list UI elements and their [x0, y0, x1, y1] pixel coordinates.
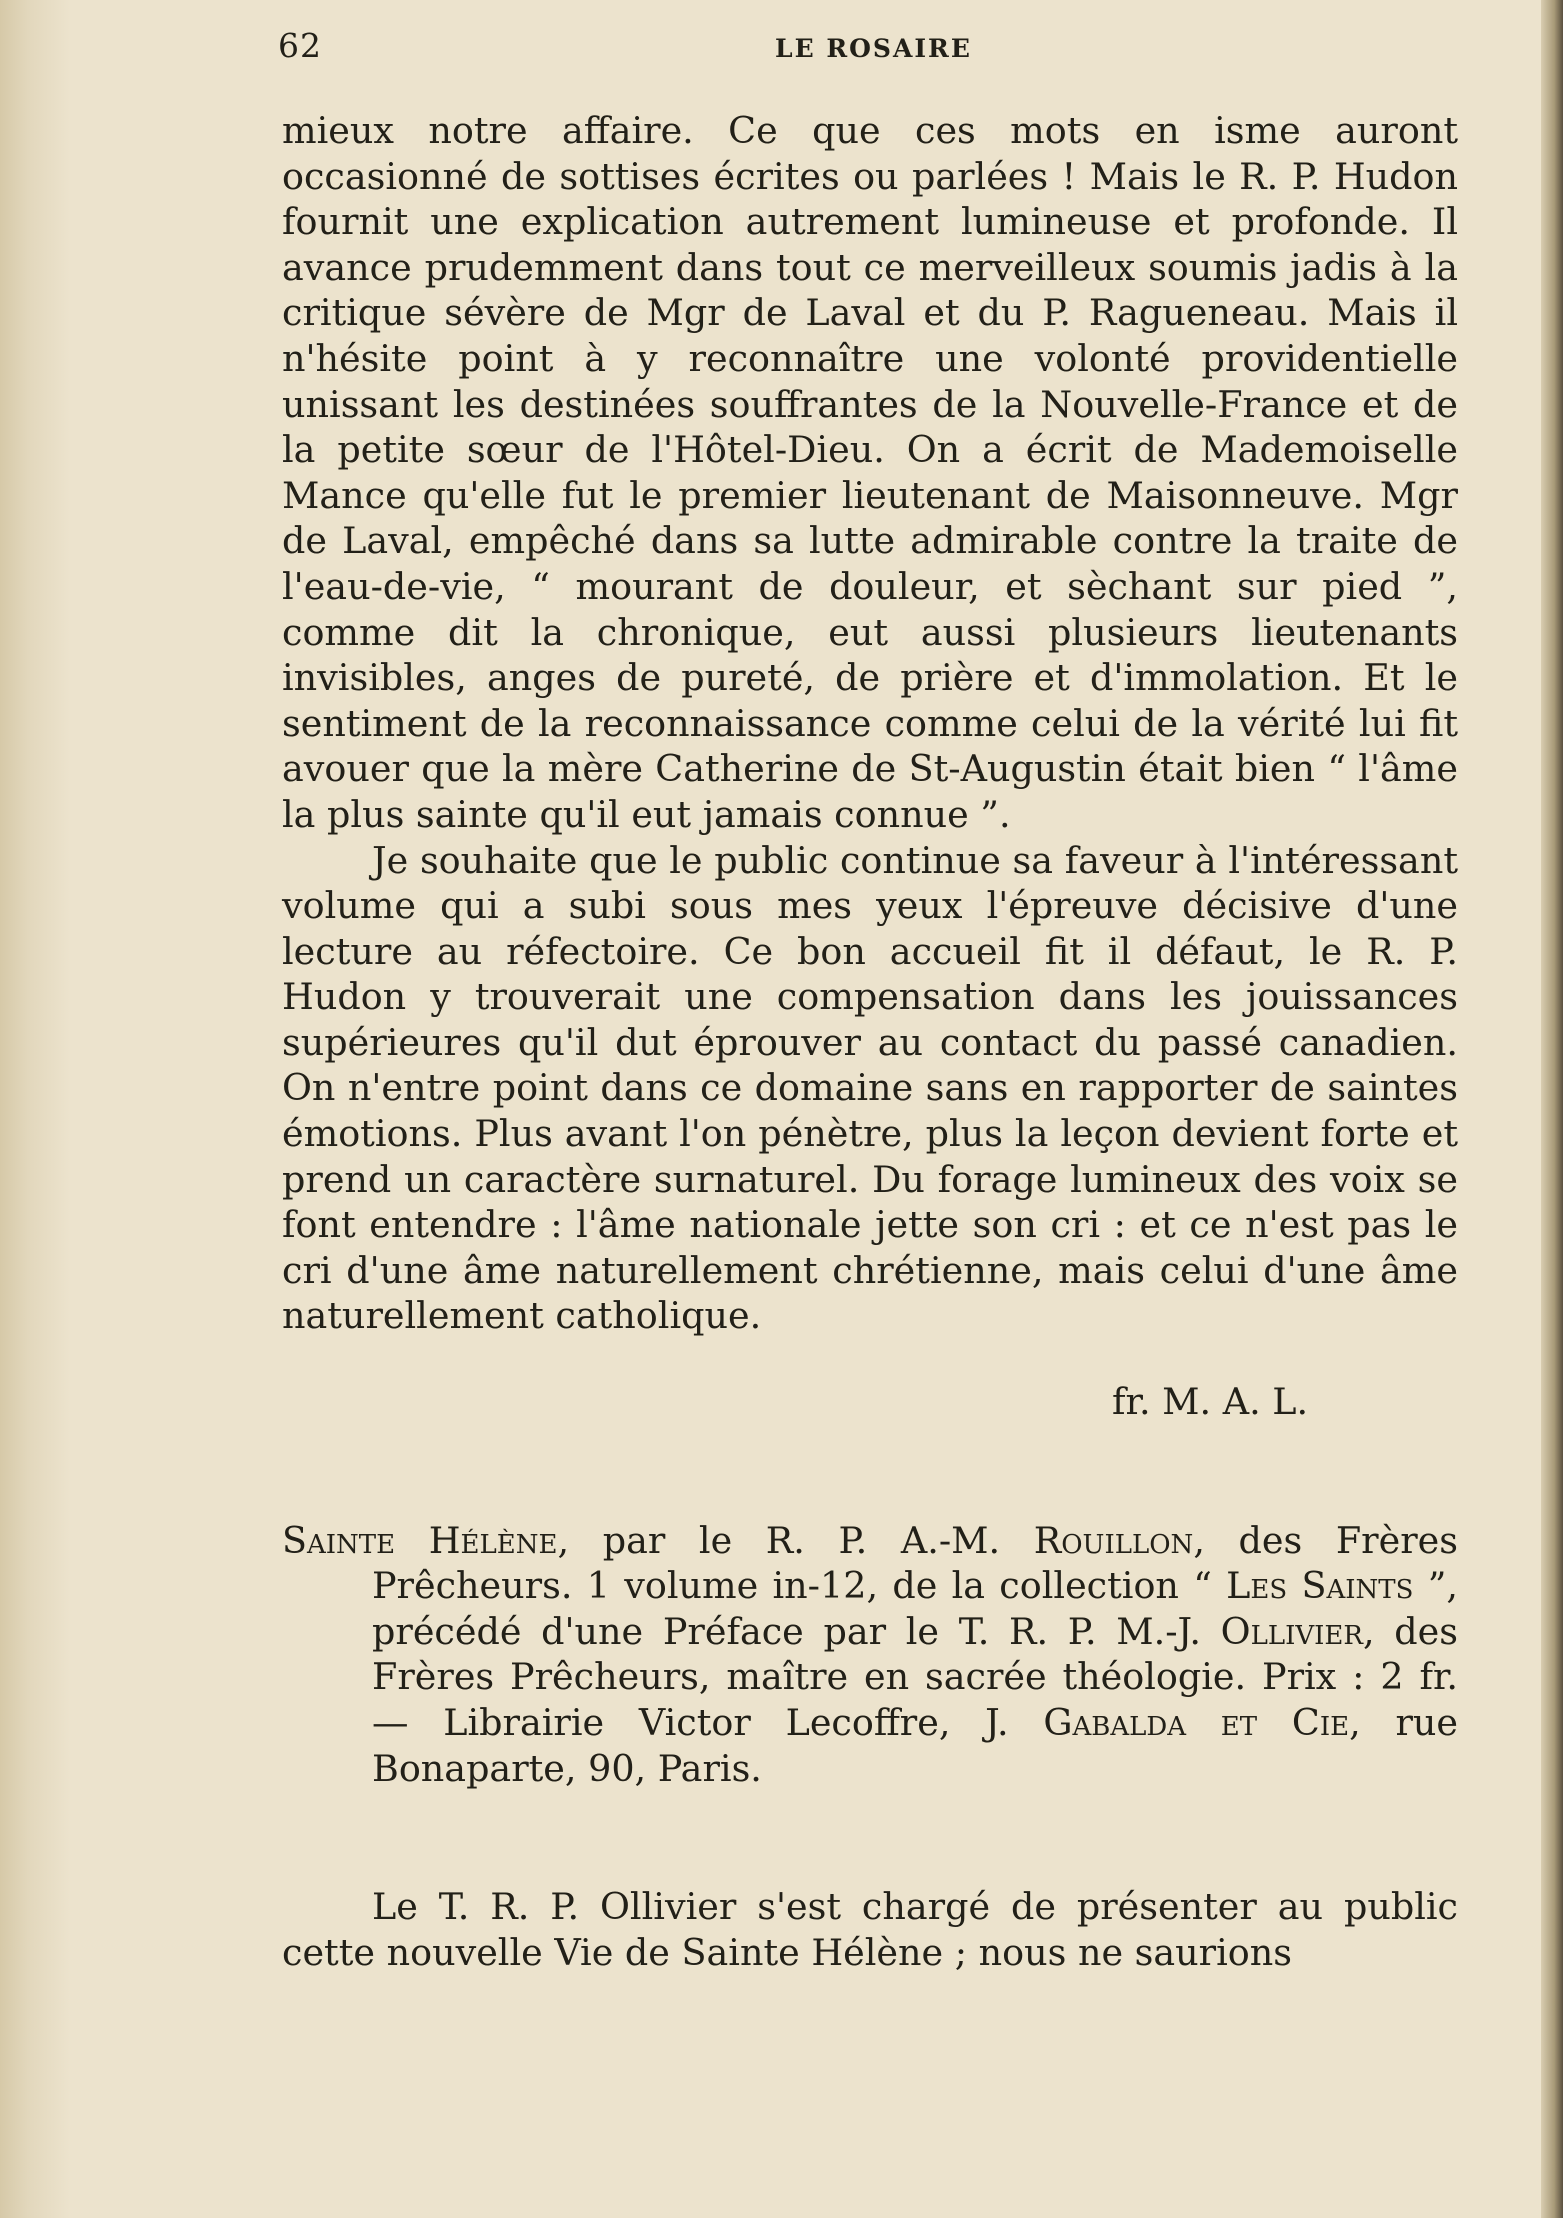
body-paragraph: Je souhaite que le public continue sa faveur à l'intéressant volume qui a subi sous mes yeux l'épreuve décisive d'une lecture au réfectoire. Ce bon accueil fit il défaut, le R. P. Hudon y trouverait une compensation dans les jouissances supérieures qu'il dut éprouver au contact du passé canadien. On n'entre point dans ce domaine sans en rapporter de saintes émotions. Plus avant l'on pénètre, plus la leçon devient forte et prend un caractère surnaturel. Du forage lumineux des voix se font entendre : l'âme nationale jette son cri : et ce n'est pas le cri d'une âme naturellement chrétienne, mais celui d'une âme naturellement catholique.: [282, 838, 1458, 1338]
signature: fr. M. A. L.: [1112, 1380, 1309, 1424]
bibliography-entry: [282, 1518, 1458, 1792]
bib-text: , par le R. P. A.-M.: [557, 1518, 1034, 1562]
running-head: LE ROSAIRE: [775, 34, 972, 63]
collection-name: Les Saints: [1226, 1564, 1414, 1608]
bib-text: , rue Bonaparte, 90, Paris.: [372, 1701, 1458, 1790]
book-title: Sainte Hélène: [282, 1518, 558, 1562]
page-body: [282, 108, 1458, 1975]
preface-author: Ollivier: [1220, 1609, 1363, 1653]
bib-text: , des Frères Prêcheurs, maître en sacrée théologie. Prix : 2 fr. — Librairie Victor Lecoffre, J.: [372, 1609, 1458, 1744]
page-number: 62: [278, 26, 322, 65]
body-paragraph: mieux notre affaire. Ce que ces mots en isme auront occasionné de sottises écrites ou parlées ! Mais le R. P. Hudon fournit une explication autrement lumineuse et profonde. Il avance prudemment dans tout ce merveilleux soumis jadis à la critique sévère de Mgr de Laval et du P. Ragueneau. Mais il n'hésite point à y reconnaître une volonté providentielle unissant les destinées souffrantes de la Nouvelle-France et de la petite sœur de l'Hôtel-Dieu. On a écrit de Mademoiselle Mance qu'elle fut le premier lieutenant de Maisonneuve. Mgr de Laval, empêché dans sa lutte admirable contre la traite de l'eau-de-vie, “ mourant de douleur, et sèchant sur pied ”, comme dit la chronique, eut aussi plusieurs lieutenants invisibles, anges de pureté, de prière et d'immolation. Et le sentiment de la reconnaissance comme celui de la vérité lui fit avouer que la mère Catherine de St-Augustin était bien “ l'âme la plus sainte qu'il eut jamais connue ”.: [282, 109, 1458, 836]
author-name: Rouillon: [1033, 1518, 1194, 1562]
review-paragraph: Le T. R. P. Ollivier s'est chargé de présenter au public cette nouvelle Vie de Sainte Hélène ; nous ne saurions: [282, 1885, 1458, 1974]
page-header: [278, 26, 1458, 76]
bib-text: ”, précédé d'une Préface par le T. R. P. M.-J.: [372, 1564, 1458, 1653]
publisher-name: Gabalda et Cie: [1043, 1701, 1350, 1744]
page-edge-shadow: [1541, 0, 1563, 2218]
bib-text: , des Frères Prêcheurs. 1 volume in-12, de la collection “: [372, 1518, 1458, 1608]
page-gutter-shadow: [0, 0, 70, 2218]
